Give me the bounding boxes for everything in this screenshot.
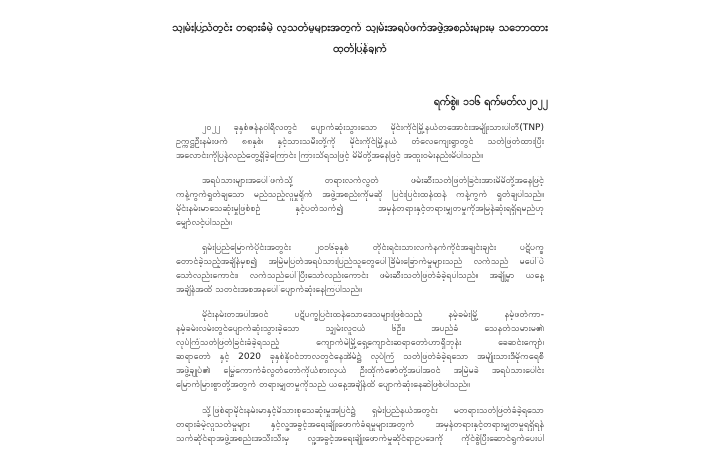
paragraph-line: ကန့်ကွက်ရှုတ်ချသော မည်သည့်လူမှုရိုက် အဖွဲ့အစည်းကိုမဆို ပြင်းပြင်းထန်ထန် ကန့်ကွက် ရှုတ်ချပါသည်။	[176, 190, 544, 200]
paragraph-line: ရှမ်းပြည်မြောက်ပိုင်းအတွင်း ၂၀၁၆ခုနှစ် တိုင်းရင်းသားလက်နက်ကိုင်အချင်းချင်း ပဋိပက္ခ	[202, 243, 544, 253]
paragraph-line: ဥက္ကဋ္ဌဦးနမ်းဖက် ၈၈နှစ်၊ နှင့်သားသမီးတို့ကို မိုင်းကိုင်မြို့နယ် တံလေကျေးရွာတွင် သတ်ဖြတ်ထားပြီး	[176, 137, 544, 147]
paragraph-line: ဆရာတော် နှင့် 2020 ခုနှစ်နိုဝင်ဘာလတွင်နေအိမ်၌ လုပ်ကြံ သတ်ဖြတ်ခံခဲ့ရသော အမျိုးသားဒီမိုကရေစီ	[176, 352, 544, 362]
document-date: ရက်စွဲ။ ၁၁၆ ရက်မတ်လ၂၀၂၂	[433, 96, 548, 108]
paragraph-line: တရားခံမဲ့လူသတ်မှုများ နှင့်လူ့အခွင့်အရေးချိုးဖောက်ခံရမှုများအတွက် အမှန်တရားနှင့်တရားမျှတမှုရရှိရန်	[176, 420, 544, 430]
paragraph-line: အရပ်သားများအပေါ်ဖက်သို့ တရားလက်လွတ် ဖမ်းဆီးသတ်ဖြတ်ခြင်းအားမိမိတို့အနေဖြင့်	[202, 176, 544, 186]
paragraph-line: ၂၀၂၂ ခုနှစ်ဇန်နဝါရီလတွင် ပျောက်ဆုံးသွားသော မိုင်းကိုင်မြို့နယ်တအောင်းအမျိုးသားပါတီ(TNP)	[202, 123, 544, 133]
document-title-line-2: ထုတ်ပြန်ချက်	[333, 43, 387, 54]
paragraph-line: သော်လည်းကောင်း၊ လက်သည်ပေါ်ပြီးသော်လည်းကောင်း ဖမ်းဆီးသတ်ဖြတ်ခံခဲ့ရပါသည်။ အချို့မှာ ယနေ့	[176, 271, 544, 281]
paragraph-line: သို့ဖြစ်ရာမိုင်းနမ်းမာနှင့်မိသားစုသေဆုံးမှုအပြင်၌ ရှမ်းပြည်နယ်အတွင်း မတရားသတ်ဖြတ်ခံခဲ့ရသော	[202, 406, 544, 416]
paragraph-line: နမ့်ခမ်းလမ်းတွင်ပျောက်ဆုံးသွားခဲ့သော သျှမ်းလူငယ် ၆ဦး၊ အပည်ခံ သေနတ်သမားမ၏	[176, 324, 544, 334]
paragraph-line: မျှော်လင့်ပါသည်။	[176, 218, 232, 228]
paragraph-line: အချိန်အထိ သတင်းအစအနပေါ်ပျောက်ဆုံးနေကြပါသည်။	[176, 285, 362, 295]
paragraph-line: တောင်ခဲ့သည့်အချိန်မှစ၍ အမြဲမပြတ်အရပ်သားပြည်သူတွေပေါ်ခြိမ်းခြောက်မှုများသည် လက်သည် မပေါ်ပဲ	[176, 257, 544, 267]
document-title-line-1: သျှမ်းပြည်တွင်း တရားခံမဲ့ လူသတ်မှုများအတွက် သျှမ်းအရပ်ဖက်အဖွဲ့အစည်းများမှ သဘောထား	[172, 22, 548, 33]
paragraph-line: လုပ်ကြံသတ်ဖြတ်ခြင်းခံခဲ့ရသည့် ကျောက်မဲမြို့ရှေ့ကျောင်းဆရာတော်ဟာရှီဘုန်း ခေဆင်းကျော်၊	[176, 338, 544, 348]
paragraph-line: အလောင်းကိုပြန်လည်တွေ့ရှိခဲ့ကြောင်း ကြားသိရသဖြင့် မိမိတို့အနေဖြင့် အထူးဝမ်းနည်းမိပါသည်။	[176, 151, 483, 161]
paragraph-line: အဖွဲ့ချုပ်၏ မြွေကောက်ခံလွတ်တော်ကိုယ်စားလှယ် ဦးထိုက်ဇော်တို့အပါအဝင် အမြဲမခဲ အရပ်သားပေါင်း	[176, 366, 544, 376]
paragraph-line: မိုင်းနမ်းတအပါအဝင် ပဋိပက္ခပြင်းထန်သောဒေသများဖြစ်သည့် နမ့်ခမ်းမြို့ နမ့်ဖတ်ကာ-	[202, 310, 544, 320]
paragraph-line: မိုင်းနမ်းမာသေဆုံးမှုဖြစ်စဉ် နှင့်ပတ်သက်၍ အမှန်တရားနှင့်တရားမျှတမှုကိုအမြန်ဆုံးရရှိရမည်ဟု	[176, 204, 544, 214]
paragraph-line: သက်ဆိုင်ရာအဖွဲ့အစည်းအသီးသီးမှ လူ့အခွင့်အရေးချိုးဖောက်မှုဆိုင်ရာဥပဒေကို ကိုင်စွဲပြီးဆောင်ရွက်ပေးပါ	[176, 434, 544, 444]
paragraph-line: မြောက်မြားစွာတို့အတွက် တရားမျှတမှုကိုသည် ယနေ့အချိန်ထိ ပျောက်ဆုံးနေဆဲဖြစ်ပါသည်။	[176, 380, 470, 390]
